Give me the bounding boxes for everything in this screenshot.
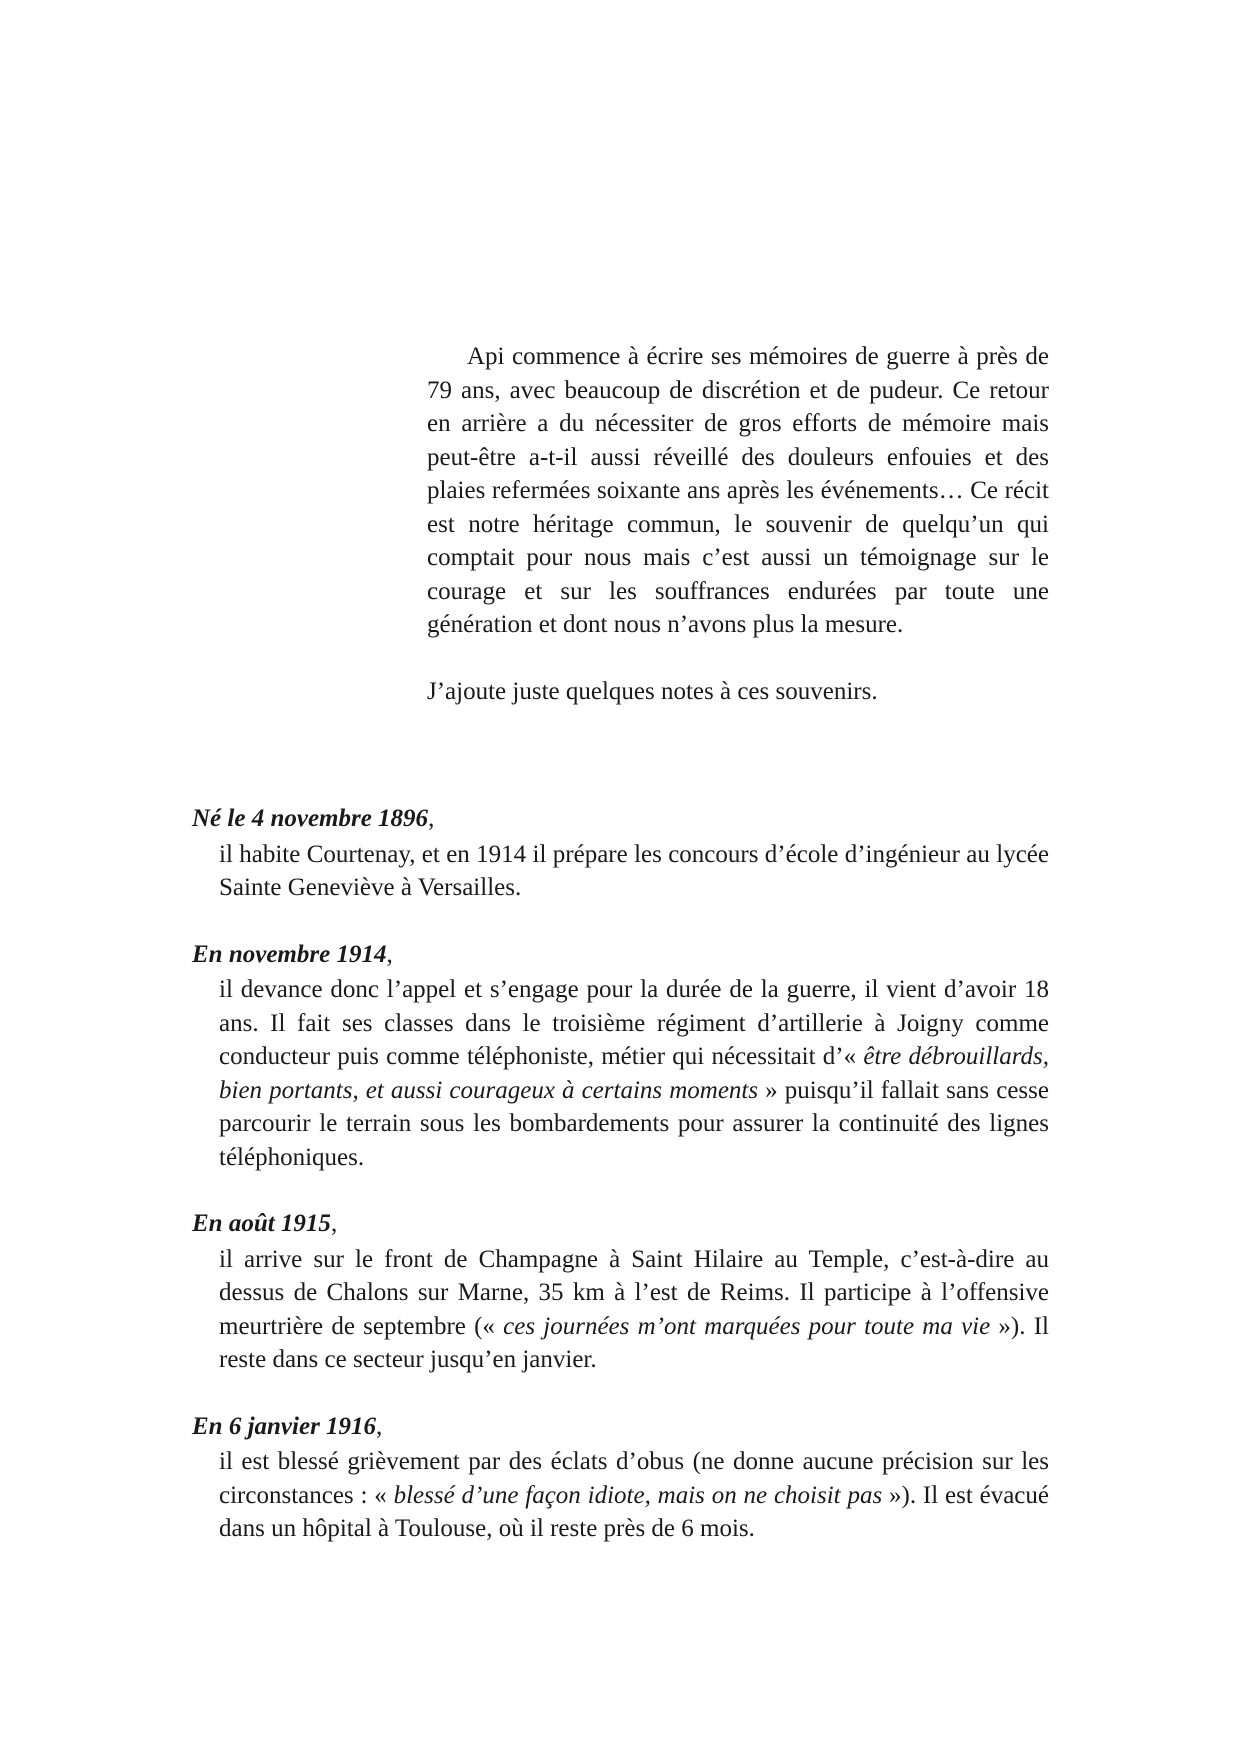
entry-date: En août 1915 [192,1210,331,1237]
entry-date: En novembre 1914 [192,940,387,968]
entry-heading [192,938,1049,972]
entry-quote: blessé d’une façon idiote, mais on ne choisit pas [393,1481,883,1509]
entry-heading [192,1207,1049,1241]
entry-comma: , [428,805,435,832]
entry-text [219,973,1049,1174]
entry-text [219,1445,1049,1546]
entry-text-part: »). Il reste dans ce secteur jusqu’en janvier. [219,1312,1049,1373]
entry-text [219,1243,1049,1377]
entry-comma: , [386,940,393,968]
entry-text-part: il habite Courtenay, et en 1914 il prépare les concours d’école d’ingénieur au lycée Sainte Geneviève à Versailles. [219,840,1049,901]
entry-text-part: il est blessé grièvement par des éclats d’obus (ne donne aucune précision sur les circonstances : « [219,1448,1049,1509]
entry-text [219,838,1049,905]
entry-heading [192,802,1049,836]
entry-text-part: » puisqu’il fallait sans cesse parcourir le terrain sous les bombardements pour assurer la continuité des lignes téléphoniques. [219,1076,1049,1171]
entry-quote: ces journées m’ont marquées pour toute ma vie [503,1312,991,1340]
entry-heading [192,1410,1049,1444]
timeline-entry [192,1410,1049,1546]
entry-comma: , [376,1412,383,1440]
entry-text-part: »). Il est évacué dans un hôpital à Toulouse, où il reste près de 6 mois. [219,1481,1049,1542]
entry-comma: , [330,1210,338,1237]
entry-date: En 6 janvier 1916 [192,1412,377,1440]
intro-note: J’ajoute juste quelques notes à ces souvenirs. [427,677,878,705]
intro-section [427,340,1049,708]
intro-paragraph: Api commence à écrire ses mémoires de guerre à près de 79 ans, avec beaucoup de discrétion et de pudeur. Ce retour en arrière a du nécessiter de gros efforts de mémoire mais peut-être a-t-il aussi réveillé des douleurs enfouies et des plaies refermées soixante ans après les événements… Ce récit est notre héritage commun, le souvenir de quelqu’un qui comptait pour nous mais c’est aussi un témoignage sur le courage et sur les souffrances endurées par toute une génération et dont nous n’avons plus la mesure. [427,343,1049,638]
timeline-entry [192,938,1049,1175]
entry-date: Né le 4 novembre 1896 [192,805,429,832]
timeline-entry [192,802,1049,905]
entry-quote: être débrouillards, bien portants, et aussi courageux à certains moments [219,1043,1049,1104]
timeline-entry [192,1207,1049,1377]
entry-text-part: il arrive sur le front de Champagne à Saint Hilaire au Temple, c’est-à-dire au dessus de Chalons sur Marne, 35 km à l’est de Reims. Il participe à l’offensive meurtrière de septembre (« [219,1245,1049,1340]
timeline-entries [192,802,1049,1580]
entry-text-part: il devance donc l’appel et s’engage pour la durée de la guerre, il vient d’avoir 18 ans. Il fait ses classes dans le troisième régiment d’artillerie à Joigny comme conducteur puis comme téléphoniste, métier qui nécessitait d’« [219,976,1049,1070]
